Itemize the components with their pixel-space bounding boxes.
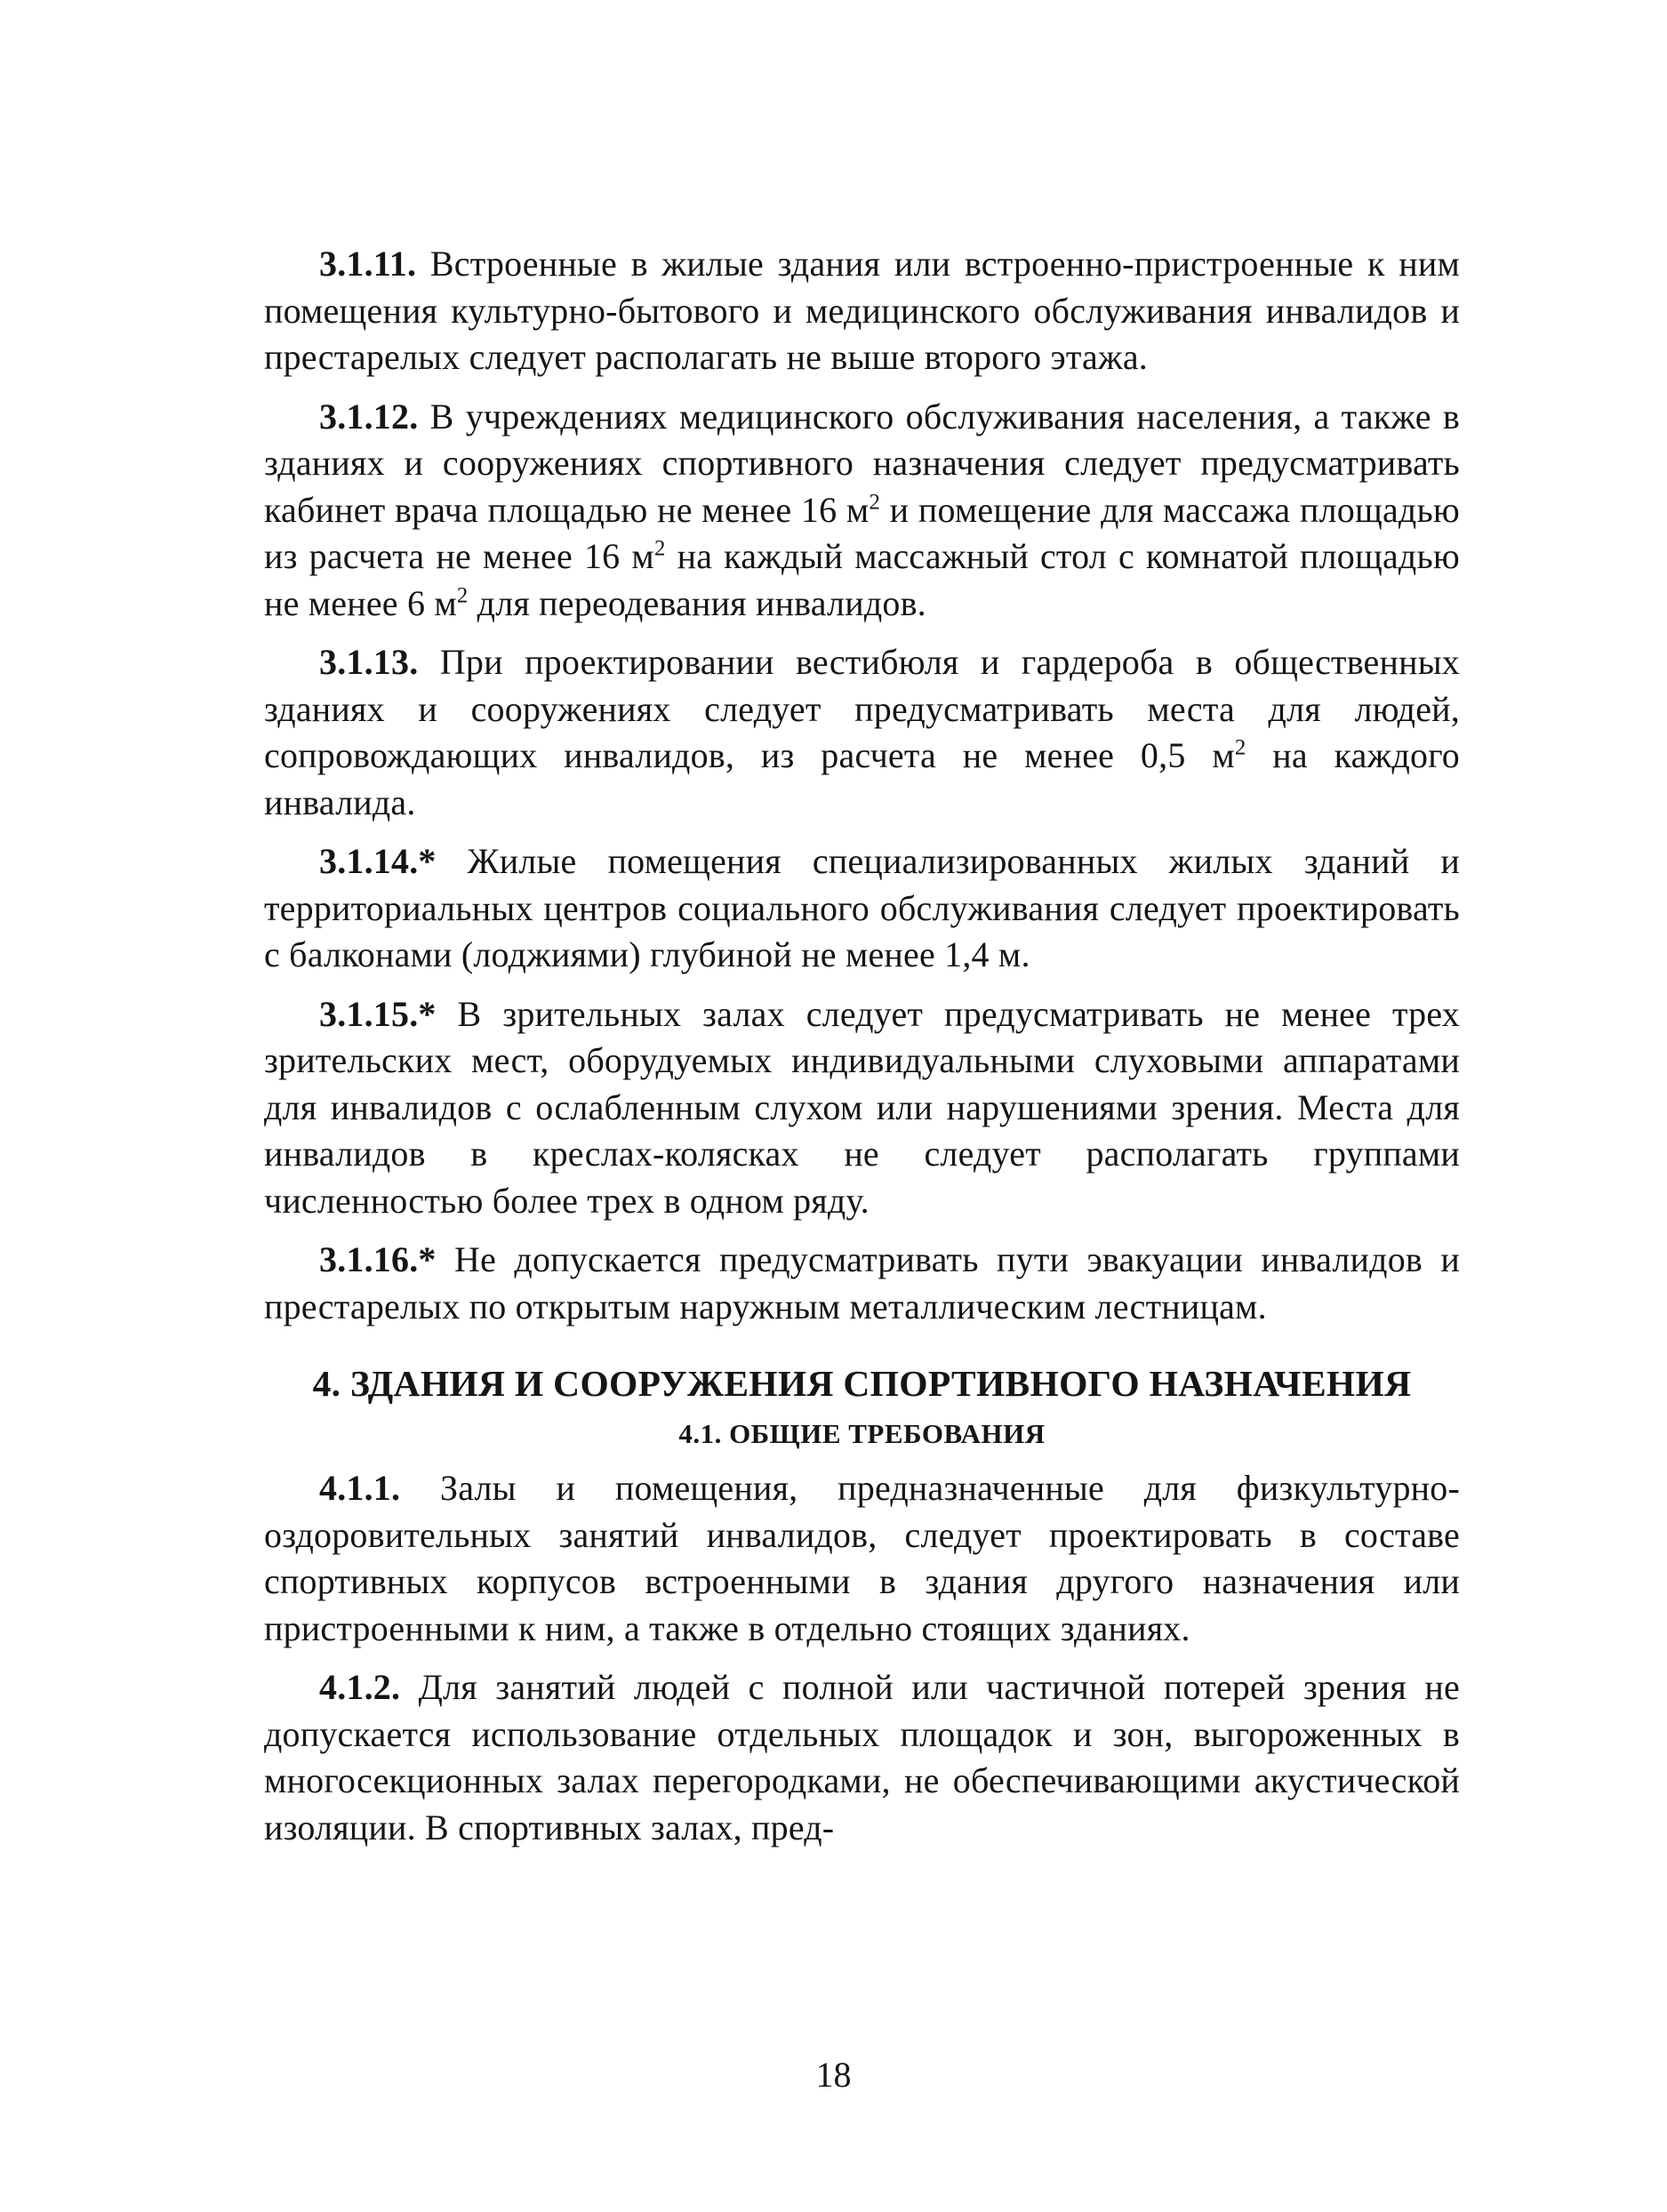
clause-text: В учреждениях медицинского обслуживания населения, а также в зданиях и сооружениях спортивного назначения следует предусматривать кабинет врача площадью не менее 16 м: [264, 396, 1460, 530]
superscript: 2: [869, 490, 881, 515]
clause-number: 3.1.11.: [319, 244, 417, 284]
clause-text: Для занятий людей с полной или частичной потерей зрения не допускается использование отдельных площадок и зон, выгороженных в многосекционных залах перегородками, не обеспечивающими акустической изоляции. В спортивных залах, пред-: [264, 1667, 1460, 1847]
clause-text: Жилые помещения специализированных жилых зданий и территориальных центров социального обслуживания следует проектировать с балконами (лоджиями) глубиной не менее 1,4 м.: [264, 841, 1460, 974]
clause-number: 3.1.12.: [319, 396, 419, 437]
paragraph-4-1-1: [264, 1465, 1460, 1652]
paragraph-3-1-11: [264, 241, 1460, 381]
section-heading: 4. ЗДАНИЯ И СООРУЖЕНИЯ СПОРТИВНОГО НАЗНАЧЕНИЯ: [312, 1363, 1412, 1404]
superscript: 2: [653, 536, 666, 561]
clause-text: на каждого инвалида.: [264, 735, 1461, 822]
clause-number: 3.1.15.*: [319, 993, 437, 1034]
clause-number: 4.1.1.: [319, 1468, 401, 1508]
page-number: 18: [815, 2055, 852, 2095]
subsection-heading: 4.1. ОБЩИЕ ТРЕБОВАНИЯ: [678, 1418, 1046, 1449]
paragraph-3-1-14: [264, 838, 1460, 979]
clause-text: Залы и помещения, предназначенные для физкультурно-оздоровительных занятий инвалидов, следует проектировать в составе спортивных корпусов встроенными в здания другого назначения или пристроенными к ним, а также в отдельно стоящих зданиях.: [264, 1468, 1460, 1648]
clause-number: 3.1.13.: [319, 642, 419, 682]
clause-text: для переодевания инвалидов.: [468, 582, 926, 623]
clause-number: 4.1.2.: [319, 1667, 401, 1707]
paragraph-4-1-2: [264, 1664, 1460, 1851]
clause-text: и помещение для массажа площадью из расчета не менее 16 м: [264, 489, 1460, 576]
superscript: 2: [1234, 735, 1246, 760]
clause-text: При проектировании вестибюля и гардероба в общественных зданиях и сооружениях следует предусматривать места для людей, сопровождающих инвалидов, из расчета не менее 0,5 м: [264, 642, 1460, 775]
clause-number: 3.1.16.*: [319, 1239, 437, 1279]
superscript: 2: [456, 583, 469, 608]
paragraph-3-1-16: [264, 1237, 1460, 1330]
paragraph-3-1-15: [264, 991, 1460, 1225]
clause-text: на каждый массажный стол с комнатой площадью не менее 6 м: [264, 536, 1460, 623]
clause-text: Встроенные в жилые здания или встроенно-пристроенные к ним помещения культурно-бытового и медицинского обслуживания инвалидов и престарелых следует располагать не выше второго этажа.: [264, 244, 1460, 377]
clause-number: 3.1.14.*: [319, 841, 437, 881]
paragraph-3-1-13: [264, 639, 1460, 826]
page-body: [264, 241, 1460, 1863]
clause-text: Не допускается предусматривать пути эвакуации инвалидов и престарелых по открытым наружным металлическим лестницам.: [264, 1239, 1460, 1326]
paragraph-3-1-12: [264, 394, 1460, 628]
clause-text: В зрительных залах следует предусматривать не менее трех зрительских мест, оборудуемых индивидуальными слуховыми аппаратами для инвалидов с ослабленным слухом или нарушениями зрения. Места для инвалидов в креслах-колясках не следует располагать группами численностью более трех в одном ряду.: [264, 993, 1460, 1221]
